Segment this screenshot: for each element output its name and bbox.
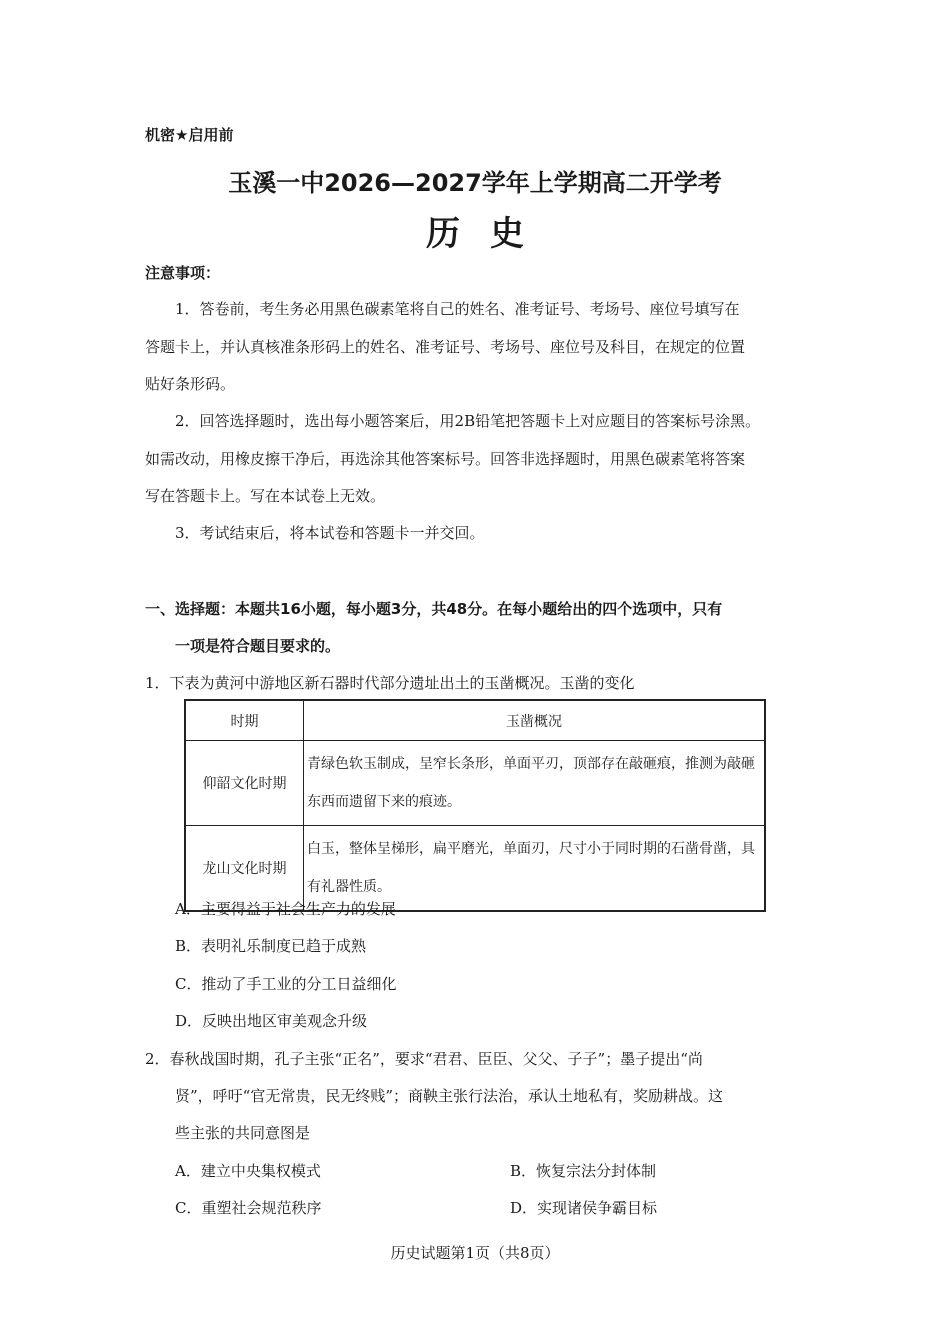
question-2-stem-cont: 些主张的共同意图是: [175, 1124, 311, 1142]
section-heading: 一、选择题：本题共16小题，每小题3分，共48分。在每小题给出的四个选项中，只有: [145, 600, 723, 618]
question-1-stem: 1．下表为黄河中游地区新石器时代部分遗址出土的玉凿概况。玉凿的变化: [145, 674, 635, 692]
table-header-desc: 玉凿概况: [304, 700, 766, 741]
question-1-option-b: B．表明礼乐制度已趋于成熟: [175, 937, 367, 955]
subject-title: 历史: [426, 214, 554, 254]
page-footer: 历史试题第1页（共8页）: [390, 1244, 560, 1262]
question-2-stem: 2．春秋战国时期，孔子主张“正名”，要求“君君、臣臣、父父、子子”；墨子提出“尚: [145, 1050, 703, 1068]
question-1-option-a: A．主要得益于社会生产力的发展: [175, 900, 396, 918]
question-2-option-a: A．建立中央集权模式: [175, 1162, 321, 1180]
question-1-option-c: C．推动了手工业的分工日益细化: [175, 975, 397, 993]
question-2-stem-cont: 贤”，呼吁“官无常贵，民无终贱”；商鞅主张行法治，承认土地私有，奖励耕战。这: [175, 1087, 724, 1105]
table-cell-desc: 白玉，整体呈梯形，扁平磨光，单面刃，尺寸小于同时期的石凿骨凿，具有礼器性质。: [304, 826, 766, 912]
question-2-option-d: D．实现诸侯争霸目标: [510, 1199, 658, 1217]
confidential-label: 机密★启用前: [145, 126, 234, 144]
question-1-table: [184, 699, 766, 912]
table-cell-period: 龙山文化时期: [185, 826, 304, 912]
notice-line: 答题卡上，并认真核准条形码上的姓名、准考证号、考场号、座位号及科目，在规定的位置: [145, 338, 746, 356]
notice-line: 1．答卷前，考生务必用黑色碳素笔将自己的姓名、准考证号、考场号、座位号填写在: [175, 300, 740, 318]
notice-line: 写在答题卡上。写在本试卷上无效。: [145, 487, 386, 505]
question-2-option-c: C．重塑社会规范秩序: [175, 1199, 322, 1217]
table-cell-period: 仰韶文化时期: [185, 741, 304, 826]
exam-title: 玉溪一中2026—2027学年上学期高二开学考: [228, 169, 722, 197]
table-header-row: [185, 700, 765, 741]
notice-heading: 注意事项：: [145, 264, 221, 282]
table-header-period: 时期: [185, 700, 304, 741]
table-cell-desc: 青绿色软玉制成，呈窄长条形，单面平刃，顶部存在敲砸痕，推测为敲砸东西而遗留下来的痕迹。: [304, 741, 766, 826]
question-1-option-d: D．反映出地区审美观念升级: [175, 1012, 368, 1030]
section-heading-cont: 一项是符合题目要求的。: [175, 637, 341, 655]
notice-line: 贴好条形码。: [145, 375, 236, 393]
notice-line: 2．回答选择题时，选出每小题答案后，用2B铅笔把答题卡上对应题目的答案标号涂黑。: [175, 412, 761, 430]
table-row: [185, 741, 765, 826]
notice-line: 3．考试结束后，将本试卷和答题卡一并交回。: [175, 524, 485, 542]
question-2-option-b: B．恢复宗法分封体制: [510, 1162, 657, 1180]
notice-line: 如需改动，用橡皮擦干净后，再选涂其他答案标号。回答非选择题时，用黑色碳素笔将答案: [145, 450, 746, 468]
